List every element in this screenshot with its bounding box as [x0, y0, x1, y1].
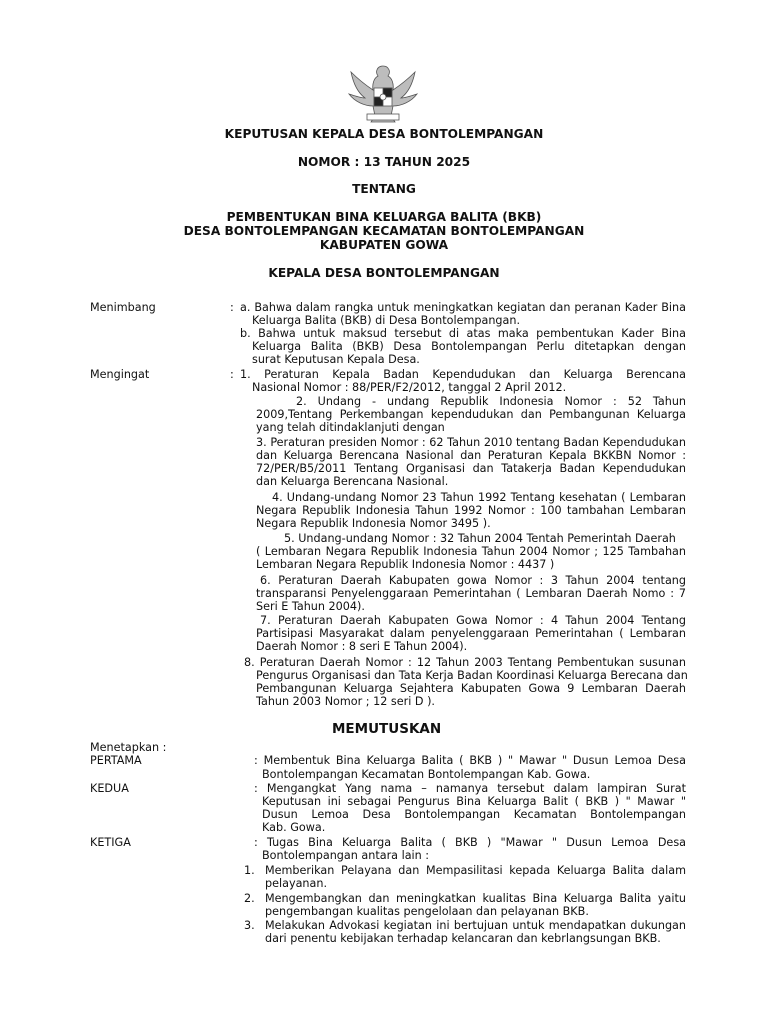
mengingat-8-line-2: Pengurus Organisasi dan Tata Kerja Badan Koordinasi Keluarga Berecana dan	[256, 669, 688, 682]
decree-title: KEPUTUSAN KEPALA DESA BONTOLEMPANGAN	[224, 127, 544, 141]
mengingat-1-line-2: Nasional Nomor : 88/PER/F2/2012, tanggal 2 April 2012.	[252, 381, 567, 394]
mengingat-6-line-1: 6. Peraturan Daerah Kabupaten gowa Nomor : 3 Tahun 2004 tentang	[260, 574, 686, 587]
task-2-line-2: pengembangan kualitas pengelolaan dan pelayanan BKB.	[265, 905, 589, 918]
mengingat-sep: :	[230, 368, 234, 381]
ketiga-label: KETIGA	[90, 836, 131, 849]
mengingat-2-line-2: 2009,Tentang Perkembangan kependudukan dan Pembangunan Keluarga	[256, 408, 686, 421]
task-3-number: 3.	[244, 919, 255, 932]
menimbang-a-line-2: Keluarga Balita (BKB) di Desa Bontolempangan.	[252, 314, 521, 327]
authority-heading: KEPALA DESA BONTOLEMPANGAN	[268, 266, 500, 280]
mengingat-6-line-3: Seri E Tahun 2004).	[256, 600, 365, 613]
menetapkan-label: Menetapkan :	[90, 741, 167, 754]
mengingat-7-line-2: Partisipasi Masyarakat dalam penyelenggaraan Pemerintahan ( Lembaran	[256, 627, 686, 640]
mengingat-3-line-4: dan Keluarga Berencana Nasional.	[256, 475, 449, 488]
task-2-number: 2.	[244, 892, 255, 905]
mengingat-7-line-3: Daerah Nomor : 8 seri E Tahun 2004).	[256, 640, 468, 653]
subject-line-1: PEMBENTUKAN BINA KELUARGA BALITA (BKB)	[226, 210, 542, 224]
mengingat-5-line-1: 5. Undang-undang Nomor : 32 Tahun 2004 Tentah Pemerintah Daerah	[284, 532, 676, 545]
menimbang-label: Menimbang	[90, 301, 156, 314]
subject-line-3: KABUPATEN GOWA	[319, 238, 449, 252]
garuda-emblem-icon	[345, 60, 421, 126]
mengingat-6-line-2: transparansi Penyelenggaraan Pemerintahan ( Lembaran Daerah Nomo : 7	[256, 587, 686, 600]
pertama-line-1: : Membentuk Bina Keluarga Balita ( BKB ) " Mawar " Dusun Lemoa Desa	[254, 754, 686, 767]
mengingat-label: Mengingat	[90, 368, 150, 381]
task-1-line-1: Memberikan Pelayana dan Mempasilitasi kepada Keluarga Balita dalam	[265, 864, 686, 877]
menimbang-b-line-2: Keluarga Balita (BKB) Desa Bontolempangan Perlu ditetapkan dengan	[252, 340, 686, 353]
kedua-line-4: Kab. Gowa.	[262, 821, 326, 834]
menimbang-sep: :	[230, 301, 234, 314]
kedua-line-2: Keputusan ini sebagai Pengurus Bina Keluarga Balit ( BKB ) " Mawar "	[262, 795, 686, 808]
mengingat-8-line-3: Pembangunan Keluarga Sejahtera Kabupaten Gowa 9 Lembaran Daerah	[256, 682, 686, 695]
mengingat-3-line-3: 72/PER/B5/2011 Tentang Organisasi dan Tatakerja Badan Kependudukan	[256, 462, 686, 475]
mengingat-5-line-3: Lembaran Negara Republik Indonesia Nomor : 4437 )	[256, 558, 555, 571]
mengingat-4-line-1: 4. Undang-undang Nomor 23 Tahun 1992 Tentang kesehatan ( Lembaran	[272, 491, 686, 504]
mengingat-4-line-3: Negara Republik Indonesia Nomor 3495 ).	[256, 517, 491, 530]
task-2-line-1: Mengembangkan dan meningkatkan kualitas Bina Keluarga Balita yaitu	[265, 892, 686, 905]
mengingat-4-line-2: Negara Republik Indonesia Tahun 1992 Nomor : 100 tambahan Lembaran	[256, 504, 686, 517]
decree-number: NOMOR : 13 TAHUN 2025	[297, 155, 471, 169]
menimbang-a-line-1: a. Bahwa dalam rangka untuk meningkatkan kegiatan dan peranan Kader Bina	[240, 301, 686, 314]
mengingat-2-line-3: yang telah ditindaklanjuti dengan	[256, 421, 445, 434]
kedua-line-1: : Mengangkat Yang nama – namanya tersebut dalam lampiran Surat	[254, 782, 686, 795]
mengingat-7-line-1: 7. Peraturan Daerah Kabupaten Gowa Nomor : 4 Tahun 2004 Tentang	[260, 614, 686, 627]
ketiga-line-1: : Tugas Bina Keluarga Balita ( BKB ) "Mawar " Dusun Lemoa Desa	[254, 836, 686, 849]
mengingat-1-line-1: 1. Peraturan Kepala Badan Kependudukan dan Keluarga Berencana	[240, 368, 686, 381]
mengingat-3-line-1: 3. Peraturan presiden Nomor : 62 Tahun 2010 tentang Badan Kependudukan	[256, 436, 686, 449]
task-3-line-2: dari penentu kebijakan terhadap kelancaran dan kebrlangsungan BKB.	[265, 932, 661, 945]
menimbang-b-line-1: b. Bahwa untuk maksud tersebut di atas maka pembentukan Kader Bina	[240, 327, 686, 340]
ketiga-line-2: Bontolempangan antara lain :	[262, 849, 430, 862]
task-1-line-2: pelayanan.	[265, 877, 328, 890]
memutuskan-heading: MEMUTUSKAN	[332, 721, 442, 737]
mengingat-3-line-2: dan Keluarga Berencana Nasional dan Peraturan Kepala BKKBN Nomor :	[256, 449, 686, 462]
kedua-line-3: Dusun Lemoa Desa Bontolempangan Kecamatan Bontolempangan	[262, 808, 686, 821]
subject-line-2: DESA BONTOLEMPANGAN KECAMATAN BONTOLEMPANGAN	[183, 224, 585, 238]
mengingat-8-line-1: 8. Peraturan Daerah Nomor : 12 Tahun 2003 Tentang Pembentukan susunan	[244, 656, 686, 669]
mengingat-2-line-1: 2. Undang - undang Republik Indonesia Nomor : 52 Tahun	[296, 395, 686, 408]
mengingat-5-line-2: ( Lembaran Negara Republik Indonesia Tahun 2004 Nomor ; 125 Tambahan	[256, 545, 686, 558]
task-1-number: 1.	[244, 864, 255, 877]
kedua-label: KEDUA	[90, 782, 129, 795]
pertama-line-2: Bontolempangan Kecamatan Bontolempangan Kab. Gowa.	[262, 768, 591, 781]
pertama-label: PERTAMA	[90, 754, 142, 767]
mengingat-8-line-4: Tahun 2003 Nomor ; 12 seri D ).	[256, 695, 435, 708]
task-3-line-1: Melakukan Advokasi kegiatan ini bertujuan untuk mendapatkan dukungan	[265, 919, 686, 932]
menimbang-b-line-3: surat Keputusan Kepala Desa.	[252, 353, 420, 366]
about-heading: TENTANG	[352, 182, 416, 196]
